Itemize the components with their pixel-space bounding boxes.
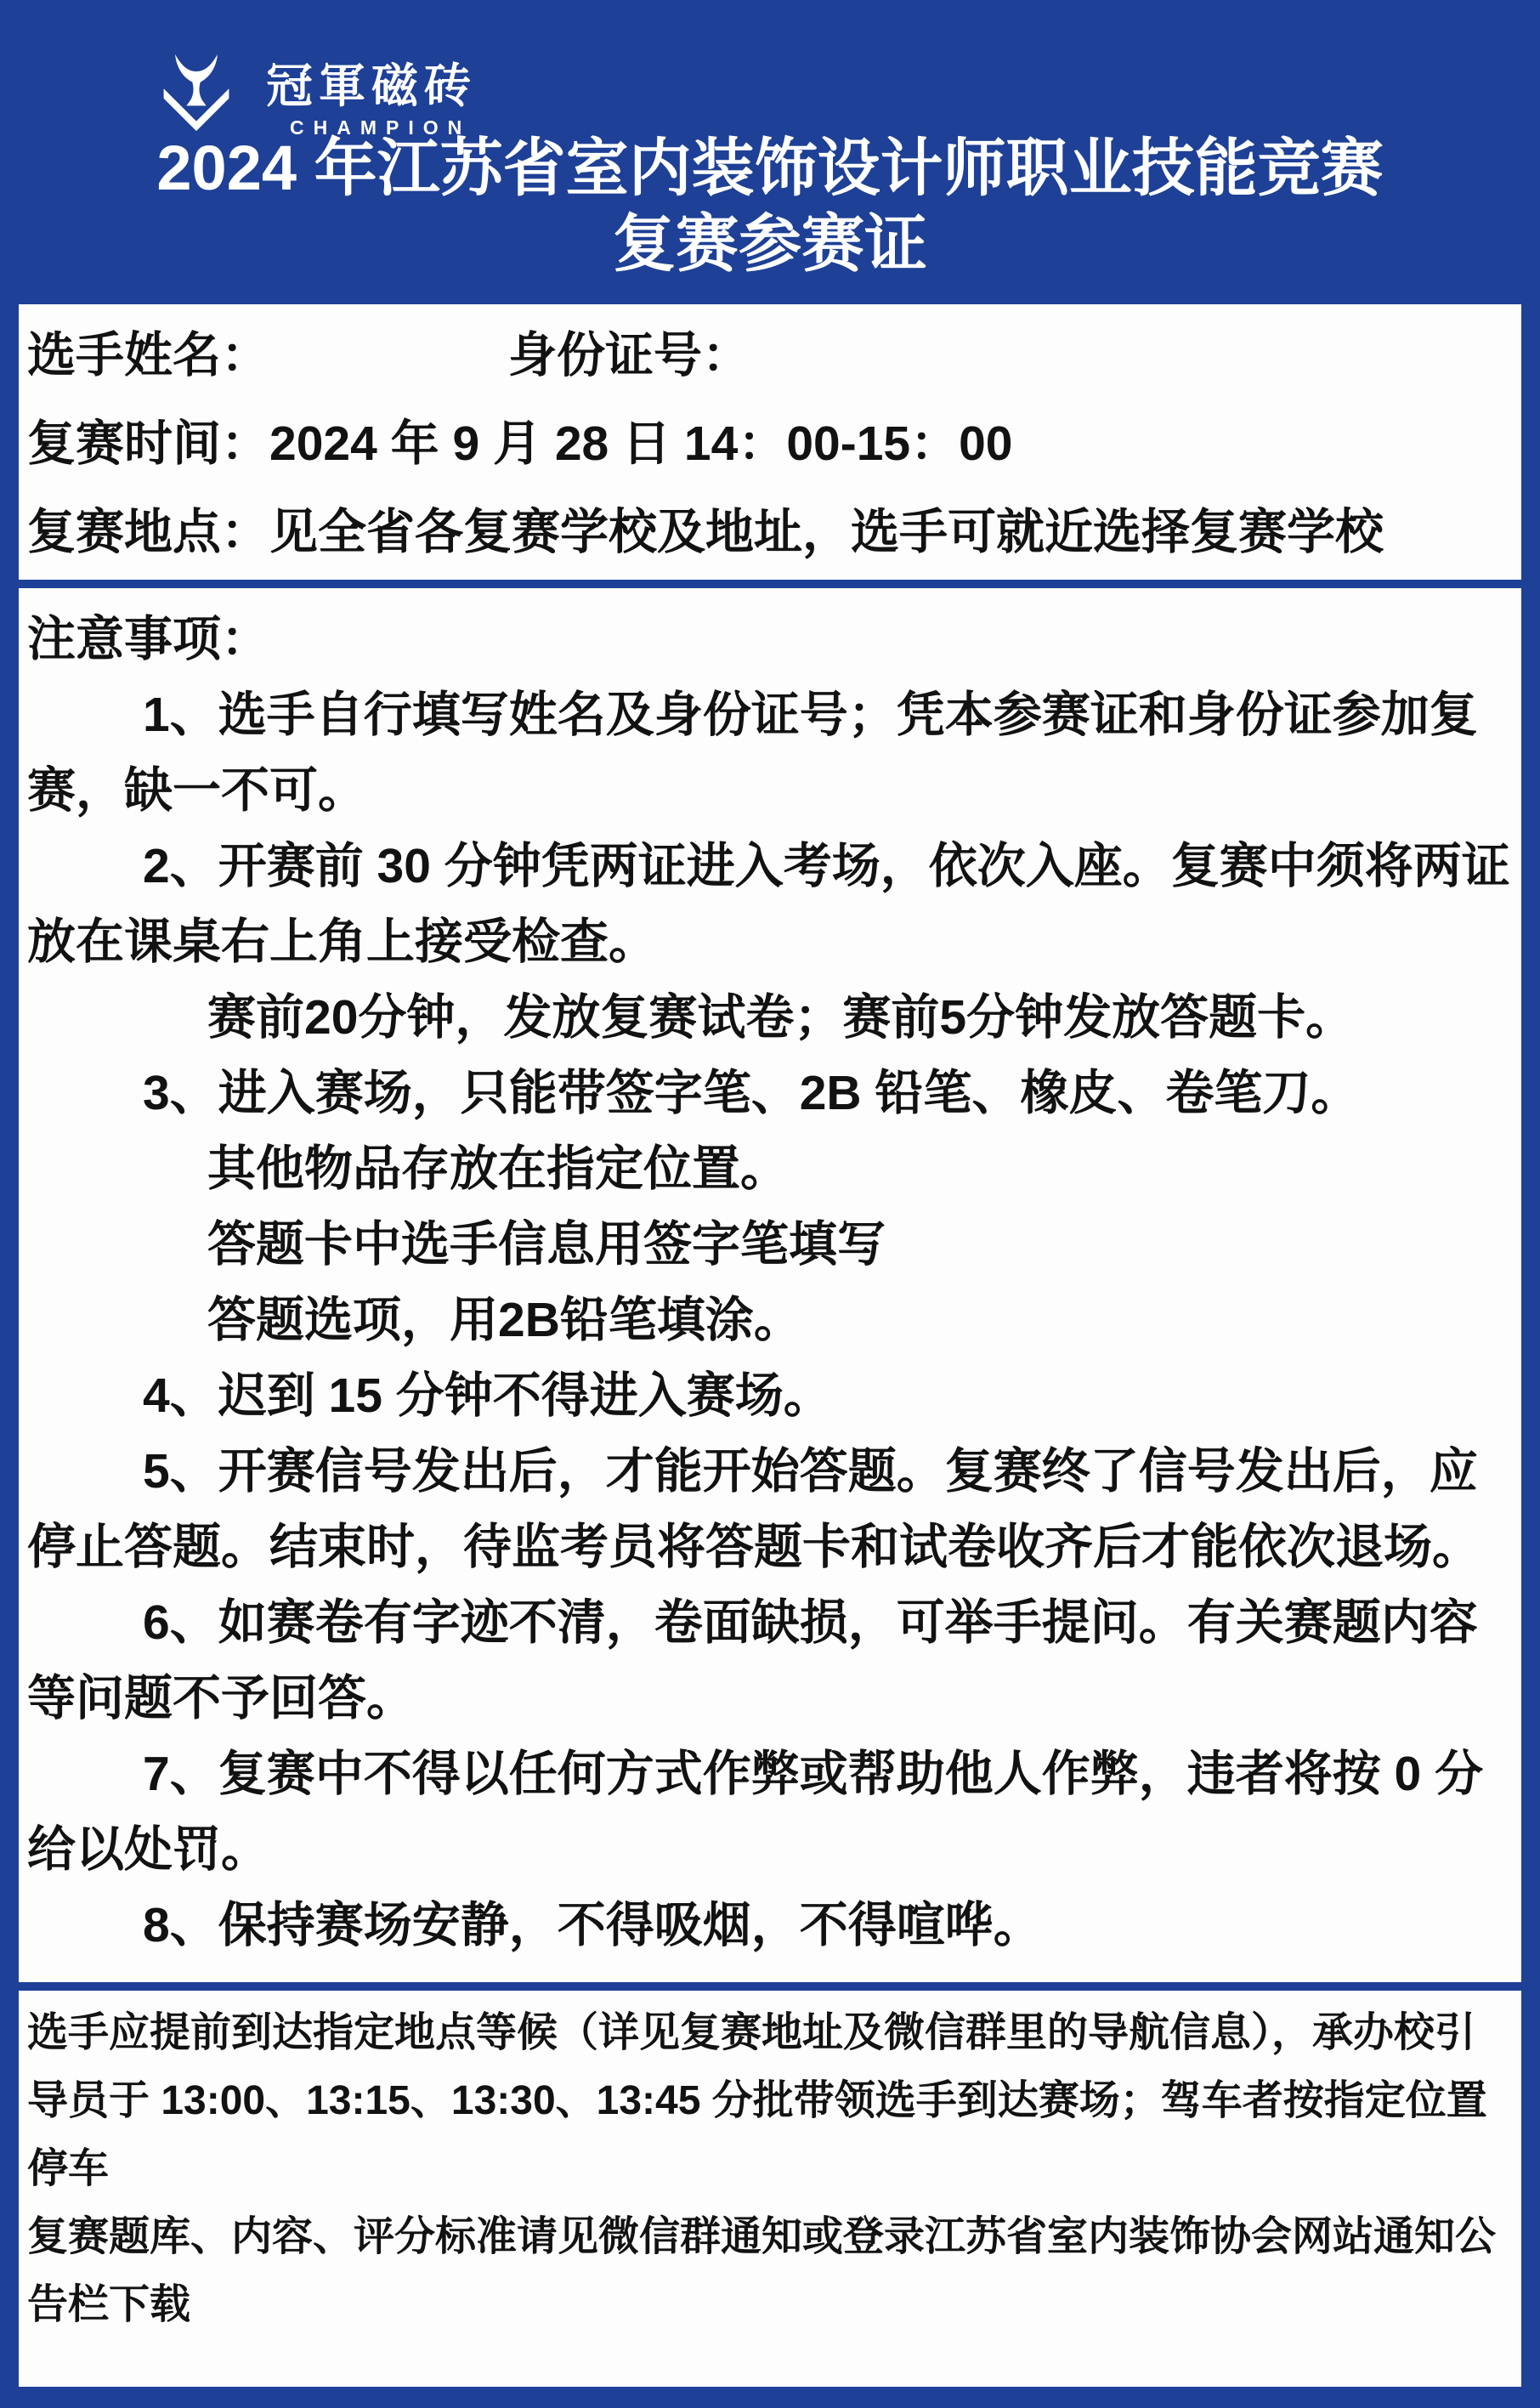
notes-heading: 注意事项： [27, 612, 269, 666]
fields-section [19, 304, 1521, 580]
page-title-line2: 复赛参赛证 [613, 208, 927, 279]
time-label: 复赛时间： [27, 416, 269, 471]
note-item-6: 6、如赛卷有字迹不清，卷面缺损，可举手提问。有关赛题内容等问题不予回答。 [27, 1595, 1478, 1725]
page-title-line1: 2024 年江苏省室内装饰设计师职业技能竞赛 [156, 133, 1384, 203]
id-label: 身份证号： [508, 328, 750, 382]
location-label: 复赛地点： [27, 505, 269, 559]
location-value: 见全省各复赛学校及地址，选手可就近选择复赛学校 [269, 505, 1384, 559]
divider-bottom [19, 1982, 1521, 1991]
note-item-3: 3、进入赛场，只能带签字笔、2B 铅笔、橡皮、卷笔刀。 [143, 1066, 1360, 1120]
brand-text [266, 49, 477, 138]
divider-top [19, 580, 1521, 588]
footer-section [19, 1991, 1521, 2387]
field-row-time [27, 399, 1513, 488]
notes-section [19, 588, 1521, 1982]
note-item-3-subline-2: 答题卡中选手信息用签字笔填写 [207, 1217, 886, 1272]
field-row-location [27, 488, 1513, 576]
content-area [19, 304, 1521, 2387]
header [0, 0, 1540, 304]
note-item-5: 5、开赛信号发出后，才能开始答题。复赛终了信号发出后，应停止答题。结束时，待监考员将答题卡和试卷收齐后才能依次退场。 [27, 1444, 1481, 1574]
trophy-icon [156, 49, 237, 136]
footer-paragraph-arrival: 选手应提前到达指定地点等候（详见复赛地址及微信群里的导航信息），承办校引导员于 13:00、13:15、13:30、13:45 分批带领选手到达赛场；驾车者按指定位置停车 [27, 2010, 1487, 2191]
brand-name: 冠軍磁砖 [266, 59, 478, 112]
note-item-3-subline-3: 答题选项，用2B铅笔填涂。 [207, 1293, 802, 1347]
field-row-name-id [27, 311, 1513, 399]
note-item-3-subline-1: 其他物品存放在指定位置。 [207, 1142, 789, 1196]
note-item-2-subline: 赛前20分钟，发放复赛试卷；赛前5分钟发放答题卡。 [207, 990, 1355, 1045]
name-label: 选手姓名： [27, 328, 269, 382]
note-item-8: 8、保持赛场安静，不得吸烟，不得喧哗。 [143, 1898, 1042, 1952]
note-item-4: 4、迟到 15 分钟不得进入赛场。 [143, 1368, 832, 1423]
brand-logo [156, 49, 477, 138]
note-item-7: 7、复赛中不得以任何方式作弊或帮助他人作弊，违者将按 0 分给以处罚。 [27, 1747, 1484, 1877]
footer-paragraph-download: 复赛题库、内容、评分标准请见微信群通知或登录江苏省室内装饰协会网站通知公告栏下载 [27, 2214, 1497, 2327]
time-value: 2024 年 9 月 28 日 14：00-15：00 [269, 416, 1013, 471]
brand-subtitle: CHAMPION [290, 116, 472, 139]
id-field [508, 311, 750, 399]
note-item-1: 1、选手自行填写姓名及身份证号；凭本参赛证和身份证参加复赛，缺一不可。 [27, 688, 1478, 818]
note-item-2: 2、开赛前 30 分钟凭两证进入考场，依次入座。复赛中须将两证放在课桌右上角上接受检查。 [27, 839, 1510, 969]
